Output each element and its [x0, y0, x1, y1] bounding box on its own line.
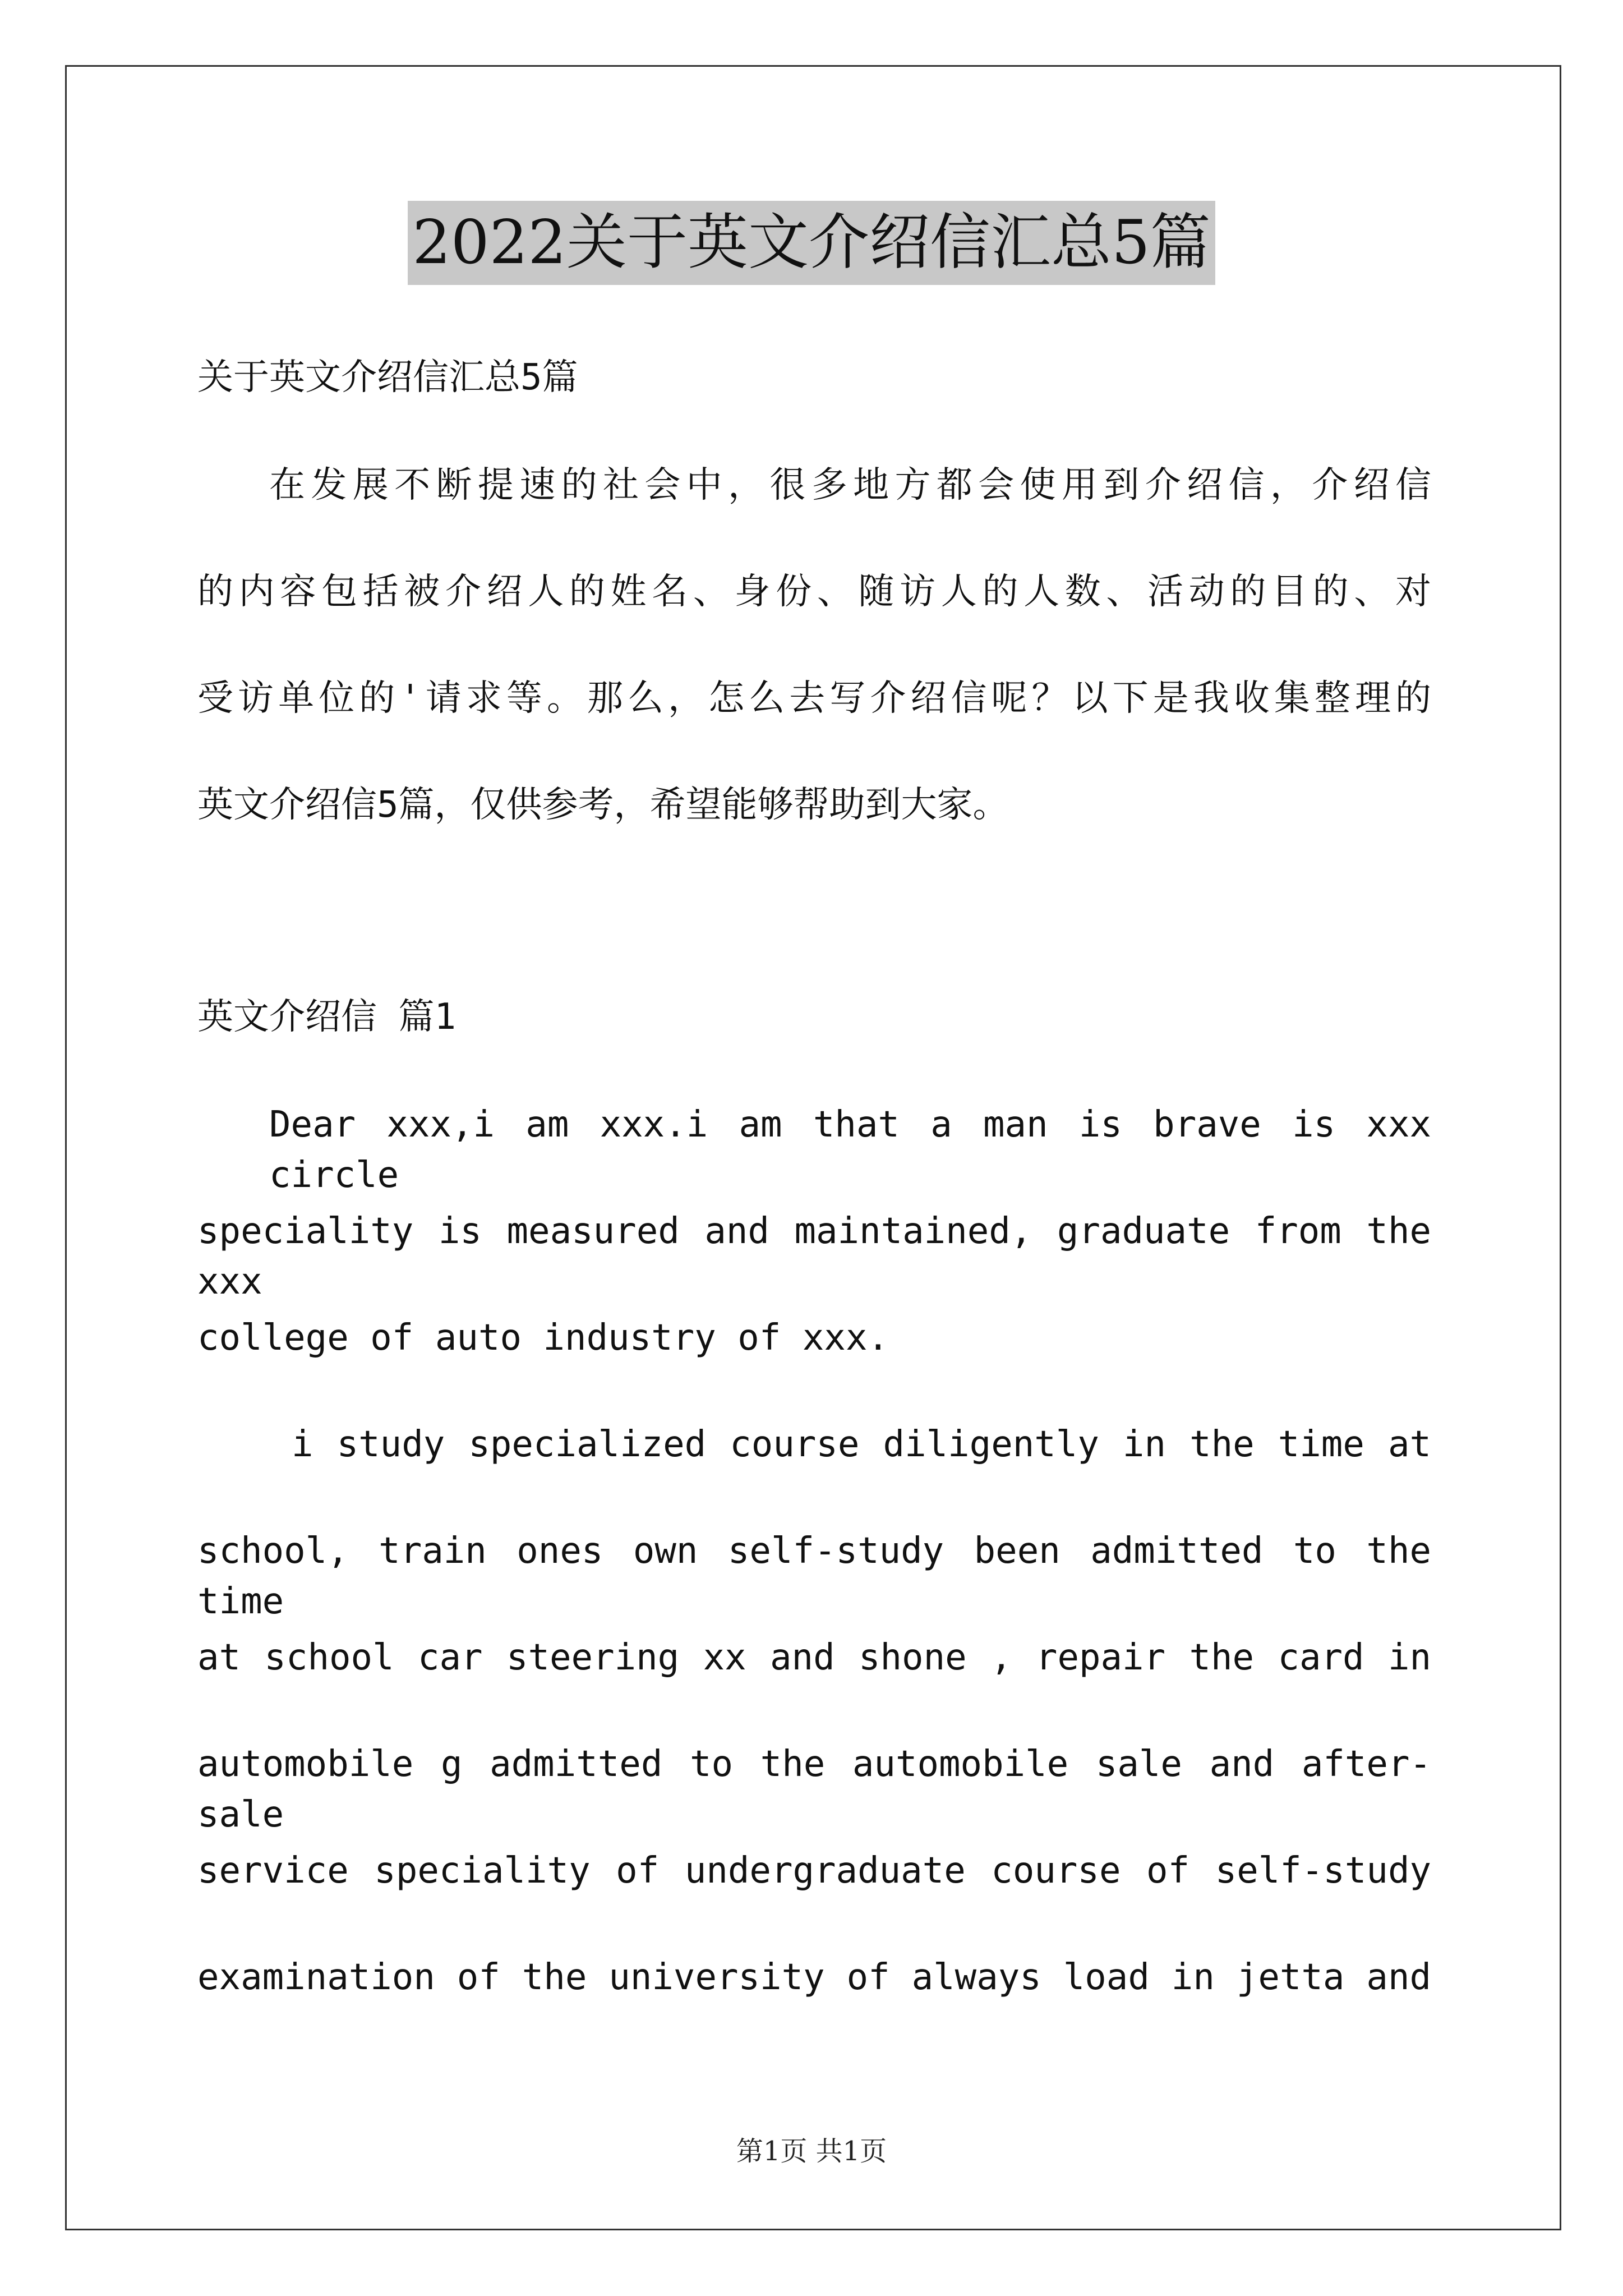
body-line-9: examination of the university of always load in jetta and — [197, 1957, 1431, 1998]
subtitle: 关于英文介绍信汇总5篇 — [197, 357, 578, 398]
intro-line-2: 的内容包括被介绍人的姓名、身份、随访人的人数、活动的目的、对 — [197, 571, 1431, 613]
intro-line-3: 受访单位的'请求等。那么，怎么去写介绍信呢？以下是我收集整理的 — [197, 678, 1431, 719]
section-heading: 英文介绍信 篇1 — [197, 996, 457, 1038]
body-line-2: speciality is measured and maintained, graduate from the xxx — [197, 1211, 1431, 1303]
page-footer: 第1页 共1页 — [736, 2136, 887, 2167]
body-line-3: college of auto industry of xxx. — [197, 1317, 889, 1359]
intro-line-4: 英文介绍信5篇，仅供参考，希望能够帮助到大家。 — [197, 784, 1009, 826]
intro-line-1: 在发展不断提速的社会中，很多地方都会使用到介绍信，介绍信 — [269, 464, 1431, 506]
body-line-4: i study specialized course diligently in the time at — [292, 1424, 1431, 1465]
body-line-1: Dear xxx,i am xxx.i am that a man is brave is xxx circle — [269, 1104, 1431, 1196]
body-line-6: at school car steering xx and shone , repair the card in — [197, 1637, 1431, 1678]
body-line-7: automobile g admitted to the automobile sale and after-sale — [197, 1743, 1431, 1835]
document-title: 2022关于英文介绍信汇总5篇 — [408, 201, 1215, 285]
body-line-8: service speciality of undergraduate course of self-study — [197, 1850, 1431, 1892]
body-line-5: school, train ones own self-study been admitted to the time — [197, 1530, 1431, 1622]
title-container — [0, 201, 1623, 285]
